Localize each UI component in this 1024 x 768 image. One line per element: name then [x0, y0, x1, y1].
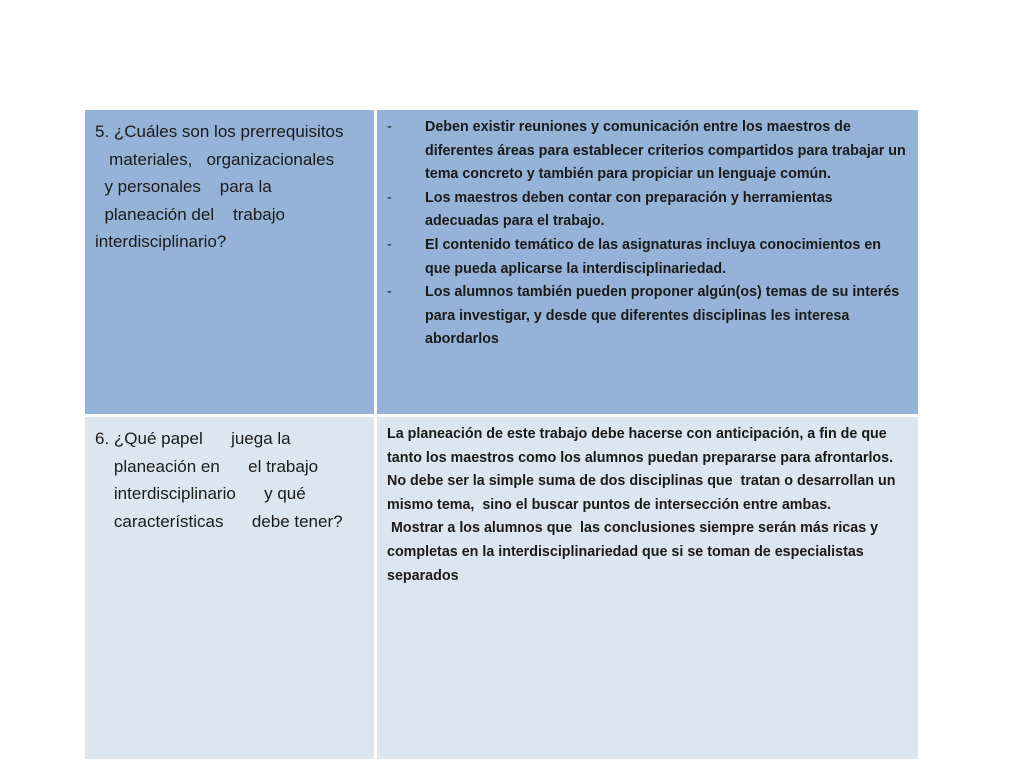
question-cell-6: 6. ¿Qué papel juega la planeación en el trabajo interdisciplinario y qué características debe tener? [85, 417, 374, 759]
bullet-text: El contenido temático de las asignaturas incluya conocimientos en que pueda aplicarse la interdisciplinariedad. [425, 236, 882, 277]
bullet-text: Deben existir reuniones y comunicación entre los maestros de diferentes áreas para establecer criterios compartidos para trabajar un tema concreto y también para propiciar un lenguaje común. [425, 119, 906, 183]
bullet-dash: - [387, 119, 392, 135]
bullet-item [387, 281, 908, 352]
answer-cell-5 [377, 110, 918, 414]
bullet-dash: - [387, 189, 392, 206]
bullet-item [387, 116, 908, 187]
question-cell-5: 5. ¿Cuáles son los prerrequisitos materiales, organizacionales y personales para la planeación del trabajo interdisciplinario? [85, 110, 374, 414]
bullet-dash: - [387, 236, 392, 253]
bullet-dash: - [387, 284, 392, 301]
content-table [85, 110, 915, 756]
bullet-text: Los maestros deben contar con preparación y herramientas adecuadas para el trabajo. [425, 189, 833, 230]
bullet-item [387, 234, 908, 281]
answer-bullet-list [387, 116, 908, 352]
bullet-item [387, 187, 908, 234]
bullet-text: Los alumnos también pueden proponer algún(os) temas de su interés para investigar, y desde que diferentes disciplinas les interesa abordarlos [425, 284, 900, 348]
answer-cell-6: La planeación de este trabajo debe hacerse con anticipación, a fin de que tanto los maestros como los alumnos puedan prepararse para afrontarlos. No debe ser la simple suma de dos disciplinas que tratan o desarrollan un mismo tema, sino el buscar puntos de intersección entre ambas. Mostrar a los alumnos que las conclusiones siempre serán más ricas y completas en la interdisciplinariedad que si se toman de especialistas separados [377, 417, 918, 759]
